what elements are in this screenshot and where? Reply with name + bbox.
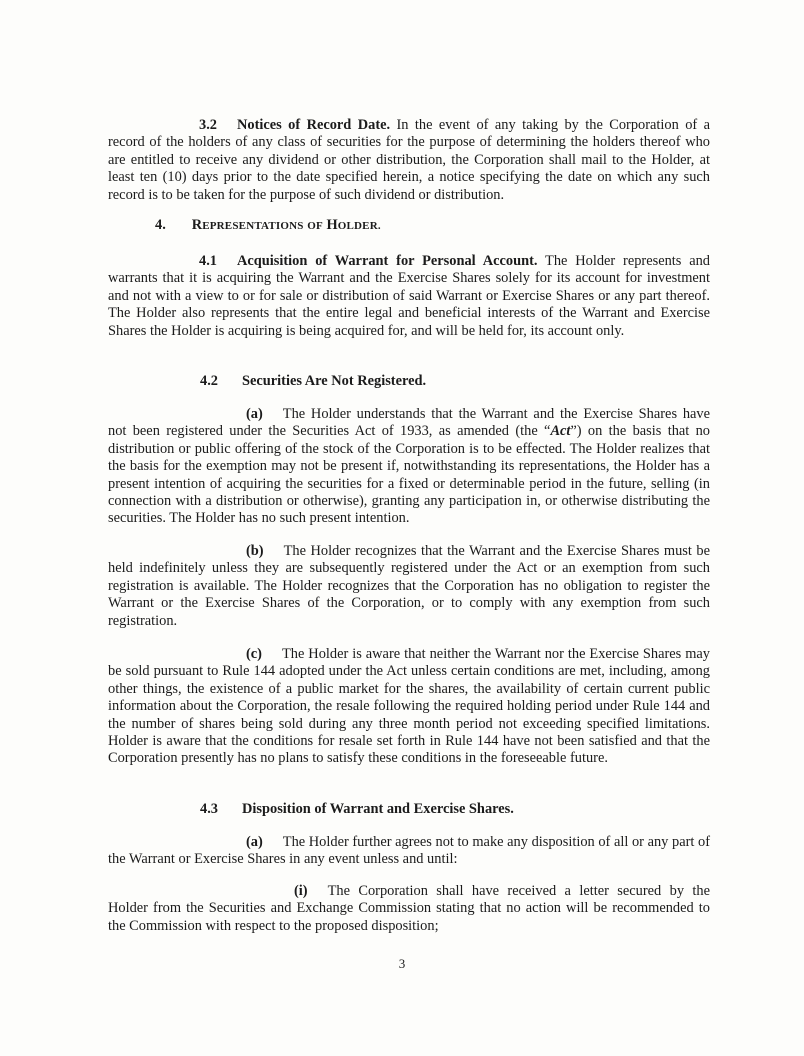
section-4-3-a-i-body: The Corporation shall have received a letter secured by the Holder from the Securities and Exchange Commission stating that no action will be recommended to the Commission with respect to the proposed disposition; (108, 883, 710, 934)
section-4-2-c-label: (c) (246, 646, 262, 662)
section-4-3-a-i (108, 883, 710, 935)
section-4-2-heading (200, 373, 426, 390)
section-4-1 (108, 253, 710, 340)
section-4-2-b-label: (b) (246, 543, 264, 559)
section-4-1-body: The Holder represents and warrants that it is acquiring the Warrant and the Exercise Shares solely for its account for investment and not with a view to or for sale or distribution of said Warrant or Exercise Shares or any part thereof. The Holder also represents that the entire legal and beneficial interests of the Warrant and Exercise Shares the Holder is acquiring is being acquired for, and will be held for, its account only. (108, 253, 710, 339)
section-4-3-title: Disposition of Warrant and Exercise Shares. (242, 801, 514, 817)
section-4-3-a-i-label: (i) (294, 883, 308, 899)
section-4-3-a (108, 834, 710, 869)
section-4-heading (155, 217, 381, 235)
section-4-2-a-body-cont: ”) on the basis that no distribution or public offering of the stock of the Corporation is to be effected. The Holder realizes that the basis for the exemption may not be present if, notwithstanding its representations, the Holder has a present intention of acquiring the securities for a fixed or determinable period in the future, selling (in connection with a distribution or otherwise), granting any participation in, or otherwise distributing the securities. The Holder has no such present intention. (108, 423, 710, 527)
section-4-2-b-body: The Holder recognizes that the Warrant and the Exercise Shares must be held indefinitely unless they are subsequently registered under the Act or an exemption from such registration is available. The Holder recognizes that the Corporation has no obligation to register the Warrant or the Exercise Shares of the Corporation, or to comply with any exemption from such registration. (108, 543, 710, 629)
page-number: 3 (398, 956, 406, 971)
section-4-2-title: Securities Are Not Registered. (242, 373, 427, 389)
section-4-2-number: 4.2 (200, 373, 218, 389)
section-4-3-a-body: The Holder further agrees not to make any disposition of all or any part of the Warrant or Exercise Shares in any event unless and until: (108, 834, 710, 868)
section-3-2-body: In the event of any taking by the Corporation of a record of the holders of any class of securities for the purpose of determining the holders thereof who are entitled to receive any dividend or other distribution, the Corporation shall mail to the Holder, at least ten (10) days prior to the date specified herein, a notice specifying the date on which any such record is to be taken for the purpose of such dividend or distribution. (108, 117, 710, 203)
section-4-2-c-body: The Holder is aware that neither the Warrant nor the Exercise Shares may be sold pursuant to Rule 144 adopted under the Act unless certain conditions are met, including, among other things, the existence of a public market for the shares, the availability of certain current public information about the Corporation, the resale following the required holding period under Rule 144 and the number of shares being sold during any three month period not exceeding specified limitations. Holder is aware that the conditions for resale set forth in Rule 144 have not been satisfied and that the Corporation presently has no plans to satisfy these conditions in the foreseeable future. (108, 646, 710, 767)
section-4-2-a-act: Act (550, 423, 571, 440)
section-4-1-number: 4.1 (199, 253, 217, 269)
section-4-3-a-label: (a) (246, 834, 263, 850)
section-4-2-a-body: The Holder understands that the Warrant and the Exercise Shares have not been registered under the Securities Act of 1933, as amended (the “ (108, 406, 710, 440)
section-4-2-a (108, 406, 710, 528)
section-4-title: REPRESENTATIONS OF HOLDER. (191, 217, 381, 233)
section-4-2-b (108, 543, 710, 630)
section-4-2-c (108, 646, 710, 768)
section-4-3-heading (200, 801, 514, 818)
section-4-1-title: Acquisition of Warrant for Personal Account. (237, 253, 538, 269)
section-4-3-number: 4.3 (200, 801, 218, 817)
section-3-2-number: 3.2 (199, 117, 217, 133)
section-3-2 (108, 117, 710, 204)
section-3-2-title: Notices of Record Date. (237, 117, 391, 133)
section-4-number: 4. (155, 217, 166, 233)
section-4-2-a-label: (a) (246, 406, 263, 422)
